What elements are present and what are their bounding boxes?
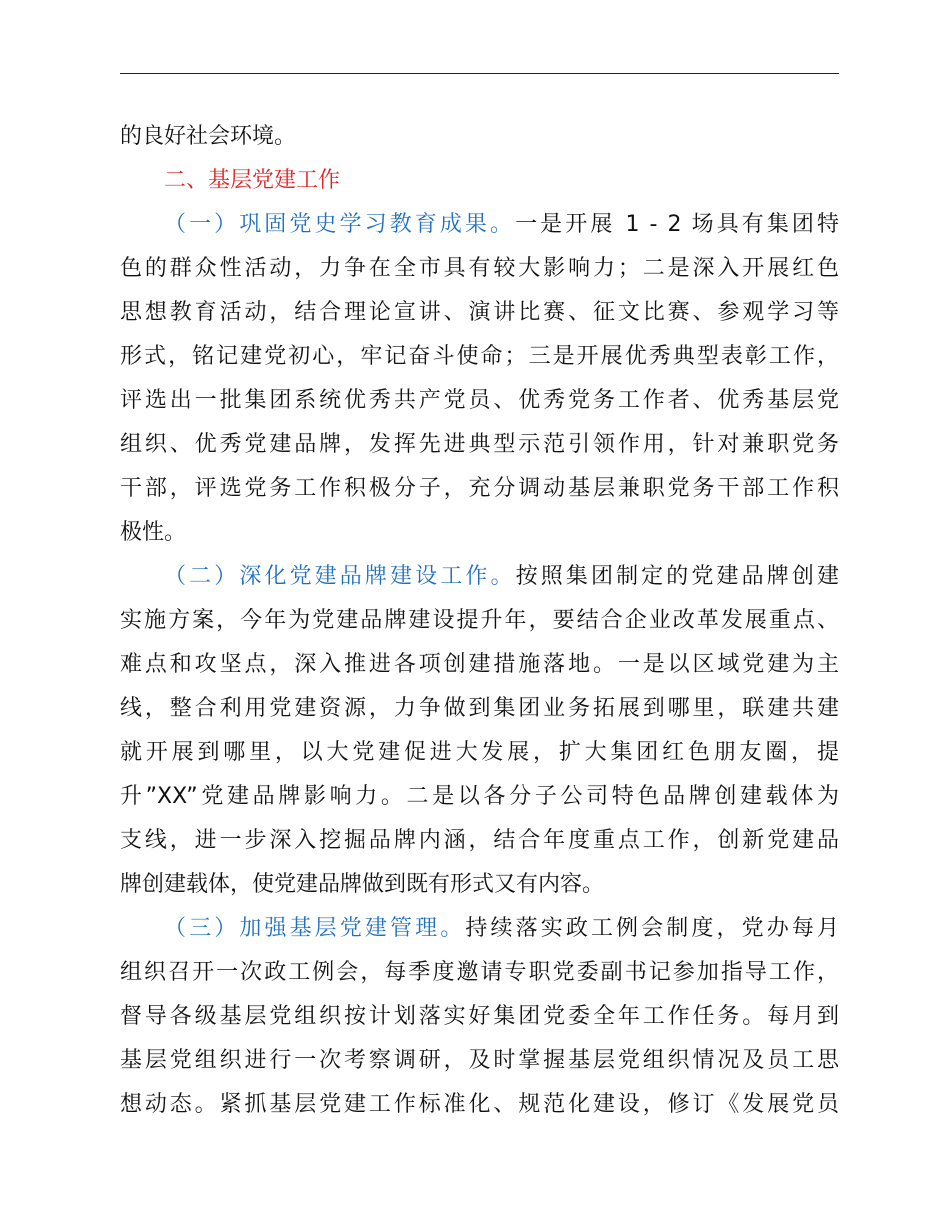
paragraph-line: 评选出一批集团系统优秀共产党员、优秀党务工作者、优秀基层党 (120, 388, 839, 413)
item2-text: 按照集团制定的党建品牌创建 (515, 564, 839, 589)
paragraph-line: 线，整合利用党建资源，力争做到集团业务拓展到哪里，联建共建 (120, 696, 839, 721)
paragraph-line: 支线，进一步深入挖掘品牌内涵，结合年度重点工作，创新党建品 (120, 828, 839, 853)
item1-first-line (120, 203, 839, 247)
paragraph-line: 想动态。紧抓基层党建工作标准化、规范化建设，修订《发展党员 (120, 1092, 839, 1117)
paragraph-line: 基层党组织进行一次考察调研，及时掌握基层党组织情况及员工思 (120, 1048, 839, 1073)
paragraph-line: 升”XX”党建品牌影响力。二是以各分子公司特色品牌创建载体为 (120, 784, 839, 809)
item2-heading: （二）深化党建品牌建设工作。 (164, 564, 516, 589)
item1-heading: （一）巩固党史学习教育成果。 (164, 212, 516, 237)
item2-first-line (120, 555, 839, 599)
paragraph-line: 极性。 (120, 520, 187, 545)
paragraph-line: 实施方案，今年为党建品牌建设提升年，要结合企业改革发展重点、 (120, 608, 839, 633)
paragraph-line: 就开展到哪里，以大党建促进大发展，扩大集团红色朋友圈，提 (120, 740, 839, 765)
item3-text: 持续落实政工例会制度，党办每月 (465, 916, 839, 941)
paragraph-line: 干部，评选党务工作积极分子，充分调动基层兼职党务干部工作积 (120, 476, 839, 501)
section-heading: 二、基层党建工作 (164, 168, 341, 193)
paragraph-line: 组织、优秀党建品牌，发挥先进典型示范引领作用，针对兼职党务 (120, 432, 839, 457)
item3-first-line (120, 907, 839, 951)
paragraph-line: 督导各级基层党组织按计划落实好集团党委全年工作任务。每月到 (120, 1004, 839, 1029)
paragraph-line: 难点和攻坚点，深入推进各项创建措施落地。一是以区域党建为主 (120, 652, 839, 677)
paragraph-line: 形式，铭记建党初心，牢记奋斗使命；三是开展优秀典型表彰工作， (120, 344, 839, 369)
item1-text: 一是开展 1 - 2 场具有集团特 (515, 212, 839, 237)
paragraph-line: 思想教育活动，结合理论宣讲、演讲比赛、征文比赛、参观学习等 (120, 300, 839, 325)
header-rule (120, 73, 839, 74)
paragraph-line: 组织召开一次政工例会，每季度邀请专职党委副书记参加指导工作， (120, 960, 839, 985)
item3-heading: （三）加强基层党建管理。 (164, 916, 466, 941)
paragraph-line: 的良好社会环境。 (120, 124, 297, 149)
paragraph-line: 牌创建载体，使党建品牌做到既有形式又有内容。 (120, 872, 605, 897)
document-body (120, 115, 839, 1127)
paragraph-line: 色的群众性活动，力争在全市具有较大影响力；二是深入开展红色 (120, 256, 839, 281)
